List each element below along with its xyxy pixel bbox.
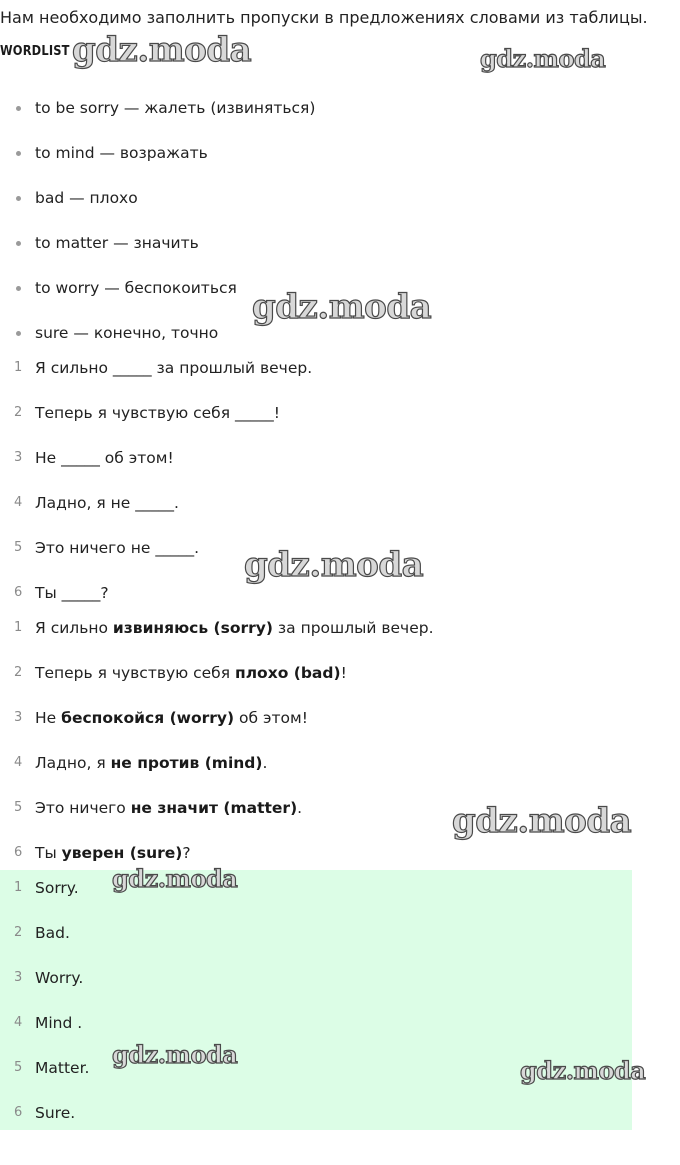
item-number: 3 xyxy=(14,450,23,465)
item-number: 6 xyxy=(14,1105,23,1120)
watermark: gdz.moda xyxy=(112,864,238,893)
item-number: 2 xyxy=(14,925,23,940)
answer-text: Worry. xyxy=(35,969,84,987)
item-number: 5 xyxy=(14,800,23,815)
item-number: 3 xyxy=(14,970,23,985)
answers-box xyxy=(0,870,632,1130)
bullet-icon xyxy=(16,241,21,246)
watermark: gdz.moda xyxy=(480,44,606,73)
answer-text: Sorry. xyxy=(35,879,79,897)
item-number: 4 xyxy=(14,495,23,510)
task-text: Ты _____? xyxy=(35,584,109,602)
watermark: gdz.moda xyxy=(72,30,252,70)
answer-text: Bad. xyxy=(35,924,70,942)
bullet-icon xyxy=(16,151,21,156)
wordlist-title: WORDLIST xyxy=(0,44,70,59)
task-text: Ладно, я не _____. xyxy=(35,494,179,512)
item-number: 1 xyxy=(14,620,23,635)
bullet-icon xyxy=(16,331,21,336)
item-number: 2 xyxy=(14,405,23,420)
task-text: Я сильно _____ за прошлый вечер. xyxy=(35,359,313,377)
task-text: Это ничего не _____. xyxy=(35,539,199,557)
item-number: 2 xyxy=(14,665,23,680)
task-text: Не _____ об этом! xyxy=(35,449,174,467)
item-number: 4 xyxy=(14,1015,23,1030)
item-number: 5 xyxy=(14,540,23,555)
translation-text: Теперь я чувствую себя плохо (bad)! xyxy=(35,664,347,682)
answer-text: Mind . xyxy=(35,1014,83,1032)
answer-text: Sure. xyxy=(35,1104,76,1122)
item-number: 3 xyxy=(14,710,23,725)
item-number: 4 xyxy=(14,755,23,770)
item-number: 1 xyxy=(14,880,23,895)
bullet-icon xyxy=(16,106,21,111)
translation-text: Это ничего не значит (matter). xyxy=(35,799,303,817)
item-number: 6 xyxy=(14,585,23,600)
watermark: gdz.moda xyxy=(112,1040,238,1069)
watermark: gdz.moda xyxy=(252,287,432,327)
bullet-icon xyxy=(16,196,21,201)
translation-text: Ты уверен (sure)? xyxy=(35,844,191,862)
item-number: 1 xyxy=(14,360,23,375)
task-text: Теперь я чувствую себя _____! xyxy=(35,404,280,422)
intro-text: Нам необходимо заполнить пропуски в предложениях словами из таблицы. xyxy=(0,8,648,27)
answer-text: Matter. xyxy=(35,1059,90,1077)
translation-text: Не беспокойся (worry) об этом! xyxy=(35,709,308,727)
watermark: gdz.moda xyxy=(244,545,424,585)
item-number: 6 xyxy=(14,845,23,860)
watermark: gdz.moda xyxy=(520,1056,646,1085)
watermark: gdz.moda xyxy=(452,801,632,841)
translation-text: Ладно, я не против (mind). xyxy=(35,754,268,772)
bullet-icon xyxy=(16,286,21,291)
translation-text: Я сильно извиняюсь (sorry) за прошлый вечер. xyxy=(35,619,434,637)
item-number: 5 xyxy=(14,1060,23,1075)
